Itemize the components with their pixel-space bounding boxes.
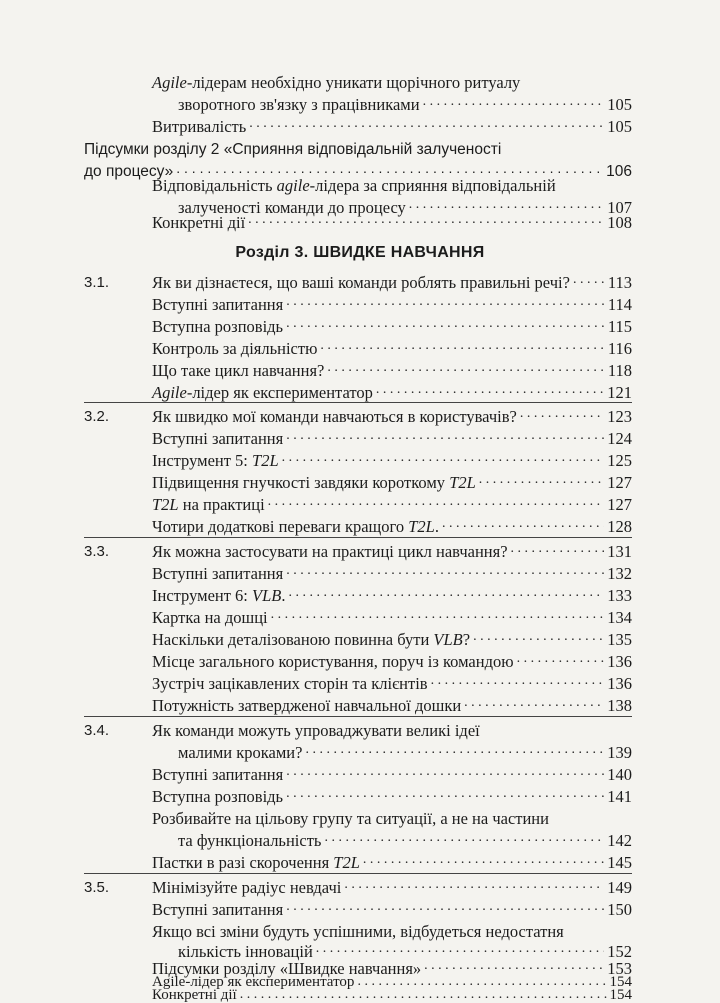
toc-entry: зворотного зв'язку з працівниками . . . 105 — [178, 94, 632, 116]
toc-entry: Потужність затвердженої навчальної дошки . . . 138 — [152, 695, 632, 717]
toc-entry: Вступні запитання . . . 150 — [152, 899, 632, 921]
toc-entry: Що таке цикл навчання? . . . 118 — [152, 360, 632, 382]
toc-entry: Витривалість . . . 105 — [152, 116, 632, 138]
toc-entry-text: Agile-лідерам необхідно уникати щорічного ритуалу — [152, 73, 521, 92]
toc-entry: Вступні запитання . . . 124 — [152, 428, 632, 450]
section-divider — [84, 537, 632, 538]
toc-entry: кількість інновацій . . . 152 — [178, 941, 632, 963]
toc-entry: Пастки в разі скорочення T2L . . . 145 — [152, 852, 632, 874]
toc-entry: T2L на практиці . . . 127 — [152, 494, 632, 516]
section-number: 3.5. — [84, 879, 110, 896]
toc-entry-text: Розбивайте на цільову групу та ситуації, а не на частини — [152, 809, 549, 828]
section-divider — [84, 402, 632, 403]
toc-entry: Вступна розповідь . . . 141 — [152, 786, 632, 808]
toc-entry: Конкретні дії . . . 154 — [152, 985, 632, 1002]
toc-entry: Вступна розповідь . . . 115 — [152, 316, 632, 338]
chapter-heading: Розділ 3. ШВИДКЕ НАВЧАННЯ — [235, 244, 485, 261]
toc-entry: Вступні запитання . . . 132 — [152, 563, 632, 585]
section-title-line: Як команди можуть упроваджувати великі ідеї — [152, 721, 480, 740]
section-number: 3.1. — [84, 274, 110, 291]
toc-entry: Чотири додаткові переваги кращого T2L. . . . 128 — [152, 516, 632, 538]
toc-entry: Вступні запитання . . . 114 — [152, 294, 632, 316]
section-title: Як ви дізнаєтеся, що ваші команди роблять правильні речі? . . . 113 — [152, 272, 632, 294]
section-number: 3.4. — [84, 722, 110, 739]
toc-entry-text: Відповідальність agile-лідера за сприяння відповідальній — [152, 176, 556, 195]
section-divider — [84, 716, 632, 717]
toc-entry: Agile-лідер як експериментатор . . . 121 — [152, 382, 632, 404]
toc-entry: Інструмент 5: T2L . . . 125 — [152, 450, 632, 472]
toc-entry: до процесу» . . . 106 — [84, 161, 632, 183]
toc-entry: Зустріч зацікавлених сторін та клієнтів . . . 136 — [152, 673, 632, 695]
toc-entry: Місце загального користування, поруч із командою . . . 136 — [152, 651, 632, 673]
toc-entry: та функціональність . . . 142 — [178, 830, 632, 852]
section-divider — [84, 873, 632, 874]
toc-entry-text: Якщо всі зміни будуть успішними, відбудеться недостатня — [152, 922, 564, 941]
section-title: Як швидко мої команди навчаються в користувачів? . . . 123 — [152, 406, 632, 428]
section-title: Мінімізуйте радіус невдачі . . . 149 — [152, 877, 632, 899]
section-number: 3.2. — [84, 408, 110, 425]
toc-entry: Agile-лідер як експериментатор . . . 154 — [152, 972, 632, 989]
toc-entry: залученості команди до процесу . . . 107 — [178, 197, 632, 219]
toc-entry: Контроль за діяльністю . . . 116 — [152, 338, 632, 360]
toc-entry-text: Підсумки розділу 2 «Сприяння відповідальній залученості — [84, 141, 502, 158]
toc-entry: Підвищення гнучкості завдяки короткому T2L . . . 127 — [152, 472, 632, 494]
section-title: малими кроками? . . . 139 — [178, 742, 632, 764]
toc-entry: Картка на дошці . . . 134 — [152, 607, 632, 629]
section-number: 3.3. — [84, 543, 110, 560]
toc-entry: Конкретні дії . . . 108 — [152, 212, 632, 234]
toc-entry: Наскільки деталізованою повинна бути VLB? . . . 135 — [152, 629, 632, 651]
toc-entry: Інструмент 6: VLB. . . . 133 — [152, 585, 632, 607]
toc-entry: Підсумки розділу «Швидке навчання» . . . 153 — [152, 958, 632, 980]
toc-entry: Вступні запитання . . . 140 — [152, 764, 632, 786]
section-title: Як можна застосувати на практиці цикл навчання? . . . 131 — [152, 541, 632, 563]
